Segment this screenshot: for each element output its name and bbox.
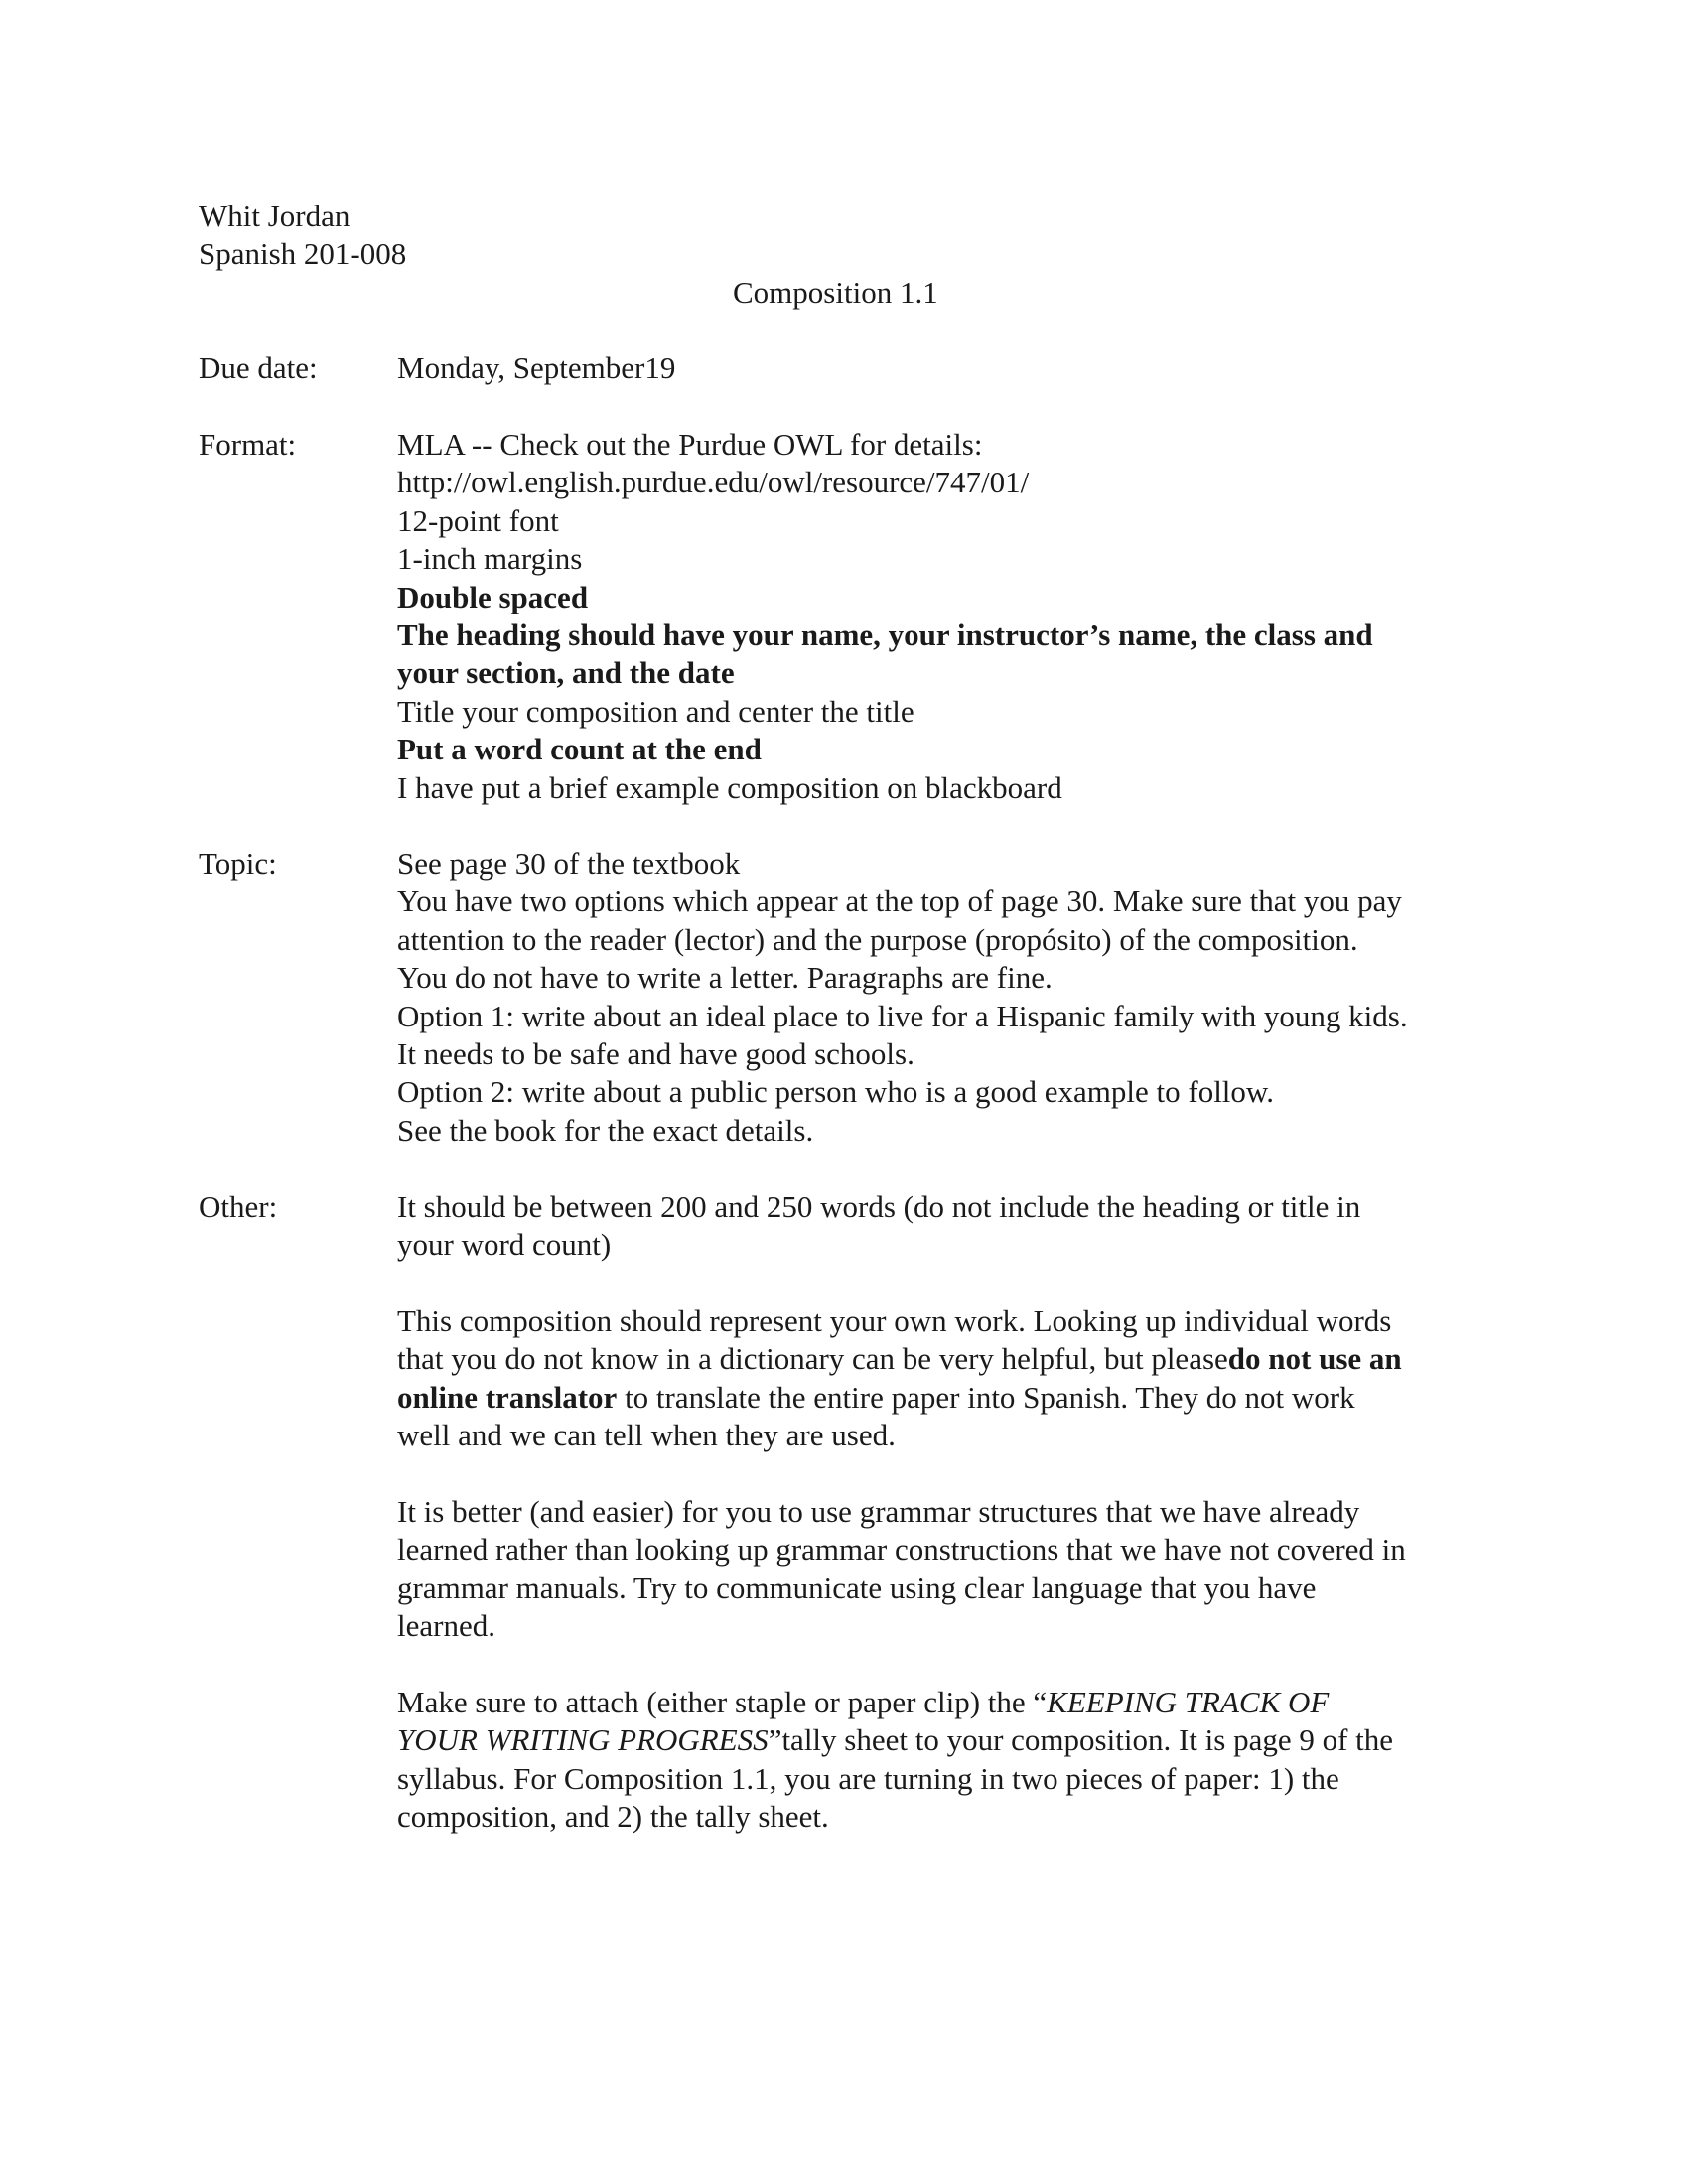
format-line: I have put a brief example composition on blackboard <box>397 769 1062 805</box>
format-line-bold: Double spaced <box>397 579 589 614</box>
topic-line: attention to the reader (lector) and the purpose (propósito) of the composition. <box>397 921 1358 957</box>
other-line: grammar manuals. Try to communicate using clear language that you have <box>397 1570 1317 1605</box>
format-label: Format: <box>199 427 297 462</box>
warning-bold-text: online translator <box>397 1379 618 1415</box>
other-line <box>397 1379 1499 1417</box>
format-line-bold: The heading should have your name, your instructor’s name, the class and <box>397 617 1373 653</box>
format-line: 1-inch margins <box>397 541 583 577</box>
other-line: learned. <box>397 1608 495 1644</box>
sheet-title-italic: KEEPING TRACK OF <box>1047 1685 1330 1719</box>
topic-line: See the book for the exact details. <box>397 1112 814 1148</box>
topic-line: It needs to be safe and have good schools. <box>397 1036 914 1072</box>
topic-line: Option 2: write about a public person who is a good example to follow. <box>397 1074 1275 1110</box>
other-line: learned rather than looking up grammar constructions that we have not covered in <box>397 1532 1406 1568</box>
format-line: Title your composition and center the title <box>397 693 914 729</box>
sheet-title-italic: YOUR WRITING PROGRESS <box>397 1722 769 1758</box>
topic-line: You do not have to write a letter. Paragraphs are fine. <box>397 960 1053 996</box>
topic-block <box>397 845 1499 1150</box>
due-date-value <box>397 349 1499 387</box>
other-line: This composition should represent your own work. Looking up individual words <box>397 1303 1392 1338</box>
other-text: ”tally sheet to your composition. It is page 9 of the <box>768 1722 1394 1758</box>
course-section: Spanish 201-008 <box>199 236 407 271</box>
format-line-bold: Put a word count at the end <box>397 732 762 767</box>
other-line: well and we can tell when they are used. <box>397 1418 896 1453</box>
other-paragraph-1 <box>397 1188 1499 1265</box>
format-link: http://owl.english.purdue.edu/owl/resource/747/01/ <box>397 465 1030 500</box>
format-line: MLA -- Check out the Purdue OWL for details: <box>397 427 983 462</box>
other-paragraph-2 <box>397 1302 1499 1455</box>
other-text: to translate the entire paper into Spanish. They do not work <box>617 1379 1355 1415</box>
other-line <box>397 1721 1499 1759</box>
other-paragraph-3 <box>397 1493 1499 1646</box>
other-line: syllabus. For Composition 1.1, you are turning in two pieces of paper: 1) the <box>397 1760 1339 1796</box>
other-text: that you do not know in a dictionary can be very helpful, but please <box>397 1341 1228 1377</box>
other-line: It is better (and easier) for you to use grammar structures that we have already <box>397 1494 1360 1529</box>
topic-line: Option 1: write about an ideal place to live for a Hispanic family with young kids. <box>397 998 1408 1033</box>
other-line: your word count) <box>397 1227 612 1263</box>
other-line: It should be between 200 and 250 words (do not include the heading or title in <box>397 1189 1361 1224</box>
other-line: composition, and 2) the tally sheet. <box>397 1799 829 1835</box>
author-name: Whit Jordan <box>199 199 351 233</box>
format-block <box>397 426 1499 807</box>
topic-label: Topic: <box>199 846 277 881</box>
format-line-bold: your section, and the date <box>397 655 735 691</box>
other-line <box>397 1340 1499 1378</box>
format-line: 12-point font <box>397 502 559 538</box>
due-date-text: Monday, September19 <box>397 350 676 385</box>
other-text: Make sure to attach (either staple or paper clip) the “ <box>397 1685 1048 1719</box>
warning-bold-text: do not use an <box>1227 1341 1402 1377</box>
topic-line: You have two options which appear at the top of page 30. Make sure that you pay <box>397 884 1402 919</box>
document-title: Composition 1.1 <box>733 275 938 310</box>
other-paragraph-4 <box>397 1684 1499 1837</box>
other-label: Other: <box>199 1189 278 1224</box>
due-date-label: Due date: <box>199 350 318 385</box>
other-line <box>397 1684 1499 1721</box>
topic-line: See page 30 of the textbook <box>397 846 741 881</box>
